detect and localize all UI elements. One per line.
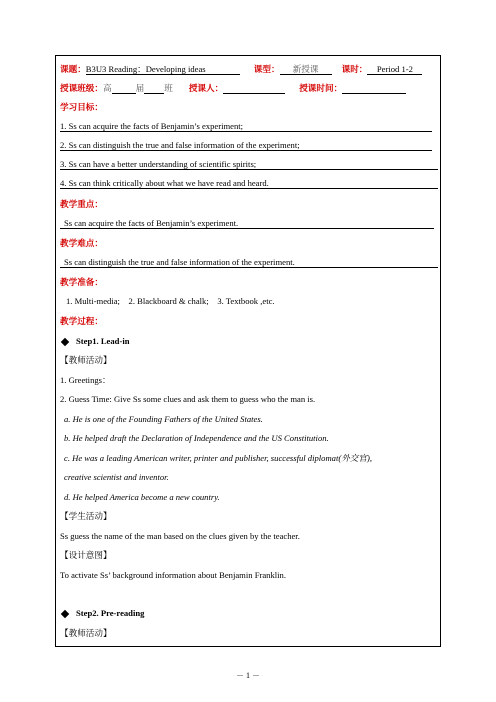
topic-value-field xyxy=(86,64,240,75)
objective-1: 1. Ss can acquire the facts of Benjamin’s experiment; xyxy=(60,121,432,132)
class-year-field xyxy=(112,83,136,94)
diamond-bullet-icon xyxy=(61,337,69,345)
clue-b: b. He helped draft the Declaration of Independence and the US Constitution. xyxy=(64,433,329,443)
diamond-bullet-icon xyxy=(61,609,69,617)
header-row-2 xyxy=(60,83,406,94)
step1-guess: 2. Guess Time: Give Ss some clues and ask them to guess who the man is. xyxy=(60,394,316,404)
class-suffix: 班 xyxy=(164,83,173,93)
step1-student-label: 【学生活动】 xyxy=(60,511,112,521)
class-prefix: 高 xyxy=(102,83,112,93)
objectives-title: 学习目标： xyxy=(60,102,103,112)
hours-value-field xyxy=(367,64,422,75)
process-title: 教学过程： xyxy=(60,316,103,326)
step1-heading-row xyxy=(60,336,129,347)
teacher-field xyxy=(223,83,285,94)
teacher-label: 授课人： xyxy=(188,83,224,93)
difficult-points-text: Ss can distinguish the true and false information of the experiment. xyxy=(60,257,438,268)
key-points-title: 教学重点： xyxy=(60,199,103,209)
step2-heading: Step2. Pre-reading xyxy=(76,608,145,618)
step1-student-text: Ss guess the name of the man based on the clues given by the teacher. xyxy=(60,531,300,541)
type-value-field xyxy=(280,64,332,75)
class-mid: 届 xyxy=(135,83,145,93)
time-label: 授课时间： xyxy=(299,83,343,93)
hours-value: Period 1-2 xyxy=(376,64,413,74)
topic-value: B3U3 Reading：Developing ideas xyxy=(85,64,206,74)
step2-teacher-label: 【教师活动】 xyxy=(60,628,112,638)
preparation-text: 1. Multi-media; 2. Blackboard & chalk; 3. Textbook ,etc. xyxy=(66,296,275,306)
clue-d: d. He helped America become a new country. xyxy=(64,492,220,502)
difficult-points-title: 教学难点： xyxy=(60,238,103,248)
time-field xyxy=(342,83,406,94)
topic-label: 课题： xyxy=(60,64,86,74)
objective-3: 3. Ss can have a better understanding of scientific spirits; xyxy=(60,159,438,170)
header-row-1 xyxy=(60,64,422,75)
page-number: － 1 － xyxy=(236,671,260,680)
objective-2: 2. Ss can distinguish the true and false information of the experiment; xyxy=(60,140,432,151)
class-label: 授课班级： xyxy=(60,83,103,93)
class-number-field xyxy=(144,83,164,94)
clue-c-continued: creative scientist and inventor. xyxy=(64,472,169,482)
clue-c: c. He was a leading American writer, printer and publisher, successful diplomat(外交官), xyxy=(64,453,373,463)
step1-teacher-label: 【教师活动】 xyxy=(60,355,112,365)
clue-a: a. He is one of the Founding Fathers of the United States. xyxy=(64,414,263,424)
objective-4: 4. Ss can think critically about what we have read and heard. xyxy=(60,178,438,189)
step1-design-text: To activate Ss’ background information about Benjamin Franklin. xyxy=(60,570,286,580)
type-value: 新授课 xyxy=(292,64,319,74)
step1-greeting: 1. Greetings： xyxy=(60,375,111,385)
type-label: 课型： xyxy=(253,64,280,74)
step2-heading-row xyxy=(60,608,144,619)
preparation-title: 教学准备： xyxy=(60,277,103,287)
step1-heading: Step1. Lead-in xyxy=(76,336,130,346)
step1-design-label: 【设计意图】 xyxy=(60,550,112,560)
key-points-text: Ss can acquire the facts of Benjamin’s experiment. xyxy=(60,218,434,229)
hours-label: 课时： xyxy=(341,64,368,74)
